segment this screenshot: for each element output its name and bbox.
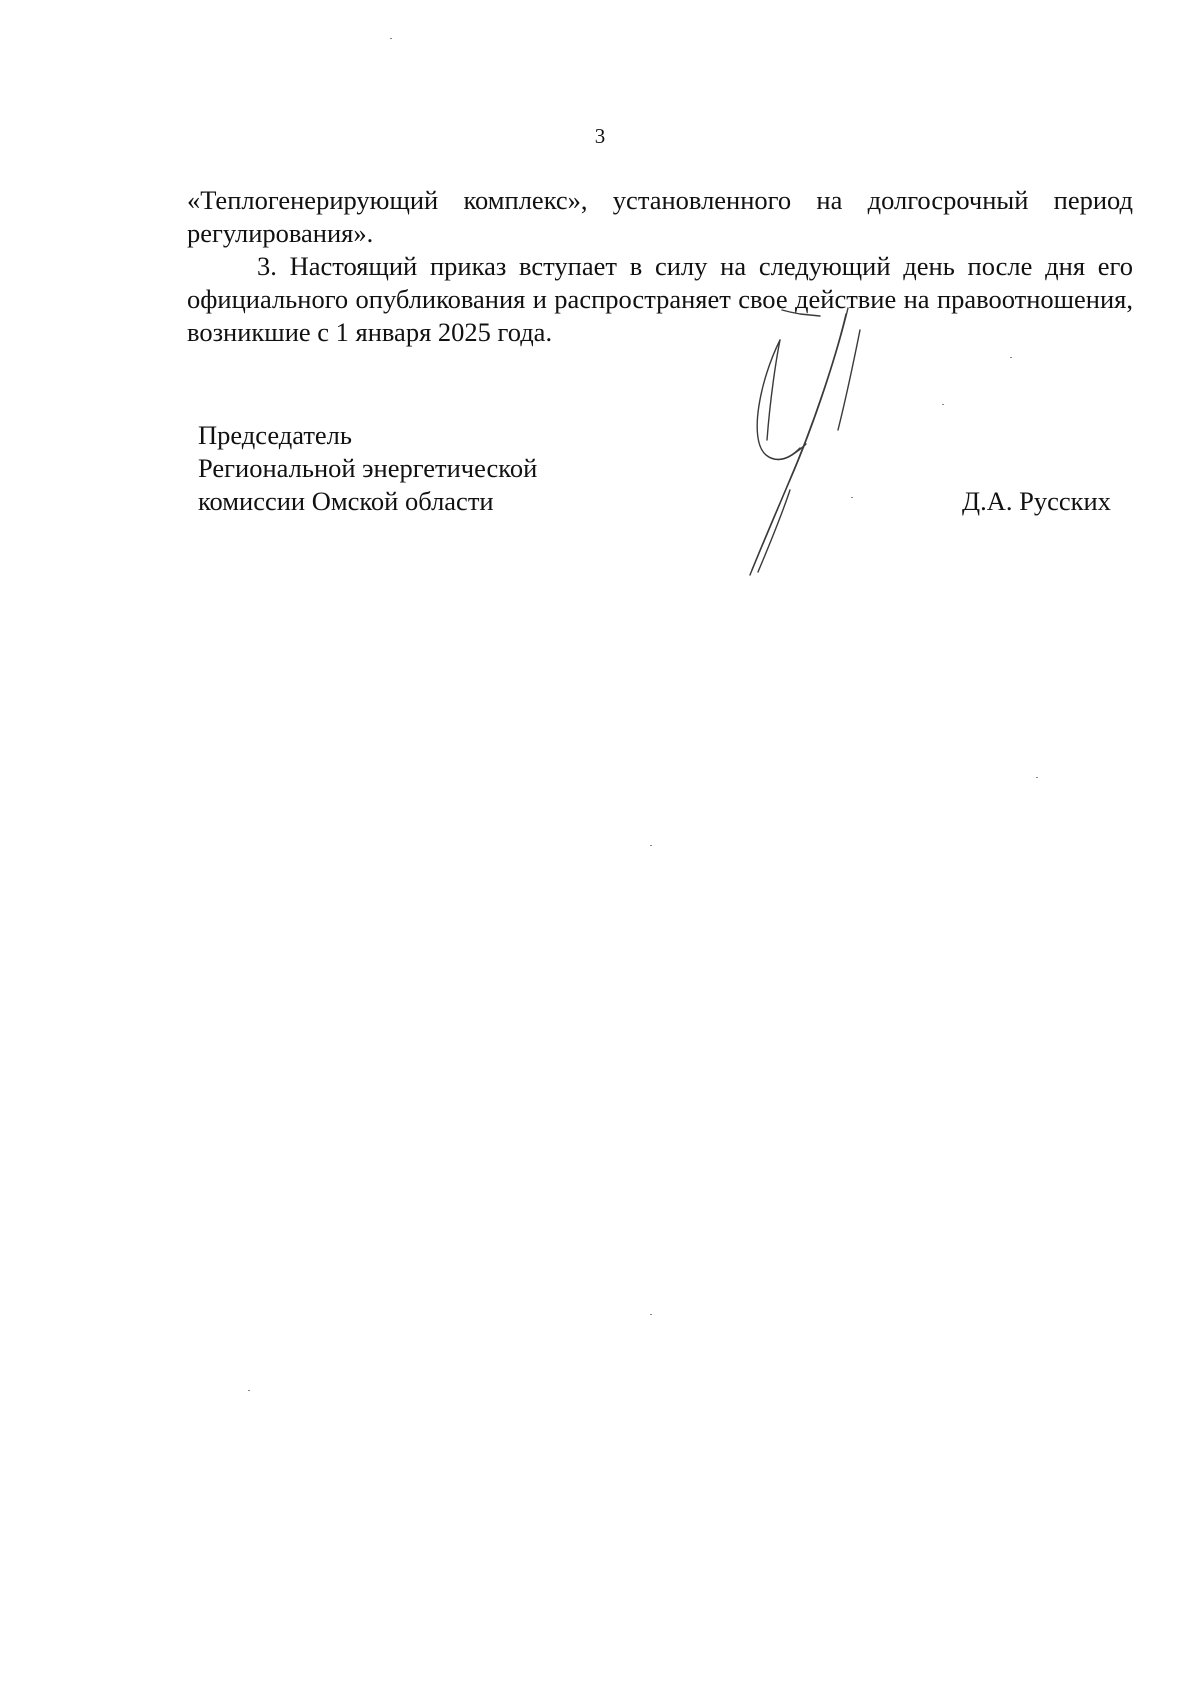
signatory-position-line: комиссии Омской области xyxy=(198,486,494,516)
scan-speck xyxy=(390,38,392,39)
signatory-position xyxy=(198,419,537,518)
scan-speck xyxy=(851,497,853,498)
paragraph-item-3: 3. Настоящий приказ вступает в силу на следующий день после дня его официального опубликования и распространяет свое действие на правоотношения, возникшие с 1 января 2025 года. xyxy=(187,251,1133,347)
document-body xyxy=(187,184,1133,349)
signatory-position-line: Председатель xyxy=(198,420,352,450)
paragraph-continuation: «Теплогенерирующий комплекс», установленного на долгосрочный период регулирования». xyxy=(187,185,1133,248)
page-number: 3 xyxy=(594,124,606,148)
scan-speck xyxy=(248,1390,250,1391)
scan-speck xyxy=(1010,357,1012,358)
signatory-name: Д.А. Русских xyxy=(962,486,1111,516)
signatory-position-line: Региональной энергетической xyxy=(198,453,538,483)
handwritten-signature xyxy=(720,290,880,590)
scan-speck xyxy=(1036,777,1038,778)
scan-speck xyxy=(942,404,944,405)
scan-speck xyxy=(650,845,652,846)
scan-speck xyxy=(650,1314,652,1315)
